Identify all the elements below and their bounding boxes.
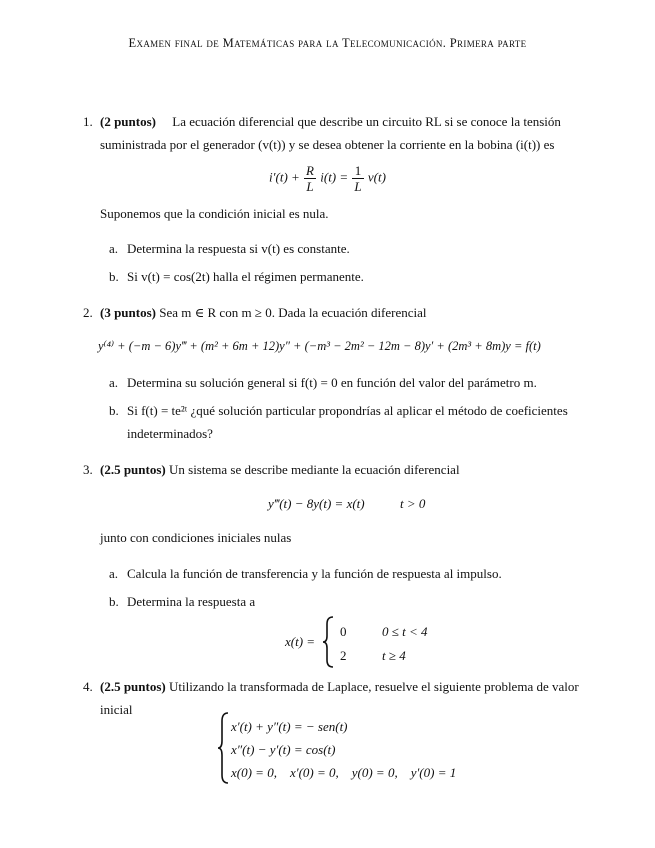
q1-eq-frac1 [304, 163, 316, 194]
q1-note: Suponemos que la condición inicial es nula. [100, 206, 329, 221]
q4-intro-b: inicial [100, 702, 133, 717]
q3-case2-cond: t ≥ 4 [382, 648, 406, 663]
q3-case1-cond: 0 ≤ t < 4 [382, 624, 428, 639]
q2-b-label: b. [109, 403, 119, 418]
q1-intro-a: La ecuación diferencial que describe un circuito RL si se conoce la tensión [172, 114, 561, 129]
q4-system-eq2: x″(t) − y′(t) = cos(t) [231, 742, 336, 757]
q1-eq-rhs: v(t) [367, 169, 386, 185]
q1-eq-frac2-num: 1 [352, 163, 363, 179]
q2-equation: y⁽⁴⁾ + (−m − 6)y‴ + (m² + 6m + 12)y″ + (−m³ − 2m² − 12m − 8)y′ + (2m³ + 8m)y = f(t) [98, 339, 541, 353]
q3-b-label: b. [109, 594, 119, 609]
q1-eq-mid: i(t) = [320, 169, 349, 185]
q3-points: (2.5 puntos) [100, 462, 166, 477]
q3-piecewise-brace [322, 616, 334, 668]
q4-system-initial: x(0) = 0, x′(0) = 0, y(0) = 0, y′(0) = 1 [231, 765, 457, 780]
q2-intro-line [100, 301, 600, 324]
q1-a-text: Determina la respuesta si v(t) es constante. [127, 241, 350, 256]
q3-intro: Un sistema se describe mediante la ecuación diferencial [169, 462, 460, 477]
q3-intro-line [100, 458, 600, 481]
q1-eq-frac2-den: L [354, 179, 362, 194]
q4-system-eq1: x′(t) + y″(t) = − sen(t) [231, 719, 348, 734]
q1-b-text: Si v(t) = cos(2t) halla el régimen permanente. [127, 269, 364, 284]
q1-eq-lhs: i′(t) + [269, 169, 300, 185]
q1-eq-frac2 [352, 163, 363, 194]
q4-points: (2.5 puntos) [100, 679, 166, 694]
q4-system-brace [217, 712, 229, 784]
q2-points: (3 puntos) [100, 305, 156, 320]
q1-b-label: b. [109, 269, 119, 284]
q4-intro-a: Utilizando la transformada de Laplace, resuelve el siguiente problema de valor [169, 679, 579, 694]
q1-eq-frac1-den: L [306, 179, 314, 194]
q1-intro-b: suministrada por el generador (v(t)) y se desea obtener la corriente en la bobina (i(t)) es [100, 137, 555, 152]
q1-eq-frac1-num: R [306, 163, 314, 178]
q3-case1-value: 0 [340, 624, 347, 639]
q3-a-label: a. [109, 566, 119, 581]
q4-number: 4. [83, 679, 93, 694]
q2-intro: Sea m ∈ R con m ≥ 0. Dada la ecuación diferencial [159, 305, 427, 320]
q2-b-text-b: indeterminados? [127, 426, 213, 441]
q3-case2-value: 2 [340, 648, 347, 663]
q1-a-label: a. [109, 241, 119, 256]
page-header: Examen final de Matemáticas para la Telecomunicación. Primera parte [128, 36, 527, 50]
q4-intro-line [100, 675, 610, 698]
q3-number: 3. [83, 462, 93, 477]
q1-intro-line1 [100, 110, 600, 133]
q3-b-text: Determina la respuesta a [127, 594, 256, 609]
q3-piecewise-lhs: x(t) = [285, 634, 316, 649]
q1-number: 1. [83, 114, 93, 129]
q2-number: 2. [83, 305, 93, 320]
q1-equation [0, 163, 655, 194]
q3-condition: t > 0 [400, 496, 426, 511]
q3-equation: y‴(t) − 8y(t) = x(t) [268, 496, 365, 511]
q3-note: junto con condiciones iniciales nulas [100, 530, 292, 545]
q2-b-text-a: Si f(t) = te²ᵗ ¿qué solución particular propondrías al aplicar el método de coeficientes [127, 403, 568, 418]
q2-a-text: Determina su solución general si f(t) = 0 en función del valor del parámetro m. [127, 375, 537, 390]
q2-a-label: a. [109, 375, 119, 390]
q1-points: (2 puntos) [100, 114, 156, 129]
q3-a-text: Calcula la función de transferencia y la función de respuesta al impulso. [127, 566, 502, 581]
